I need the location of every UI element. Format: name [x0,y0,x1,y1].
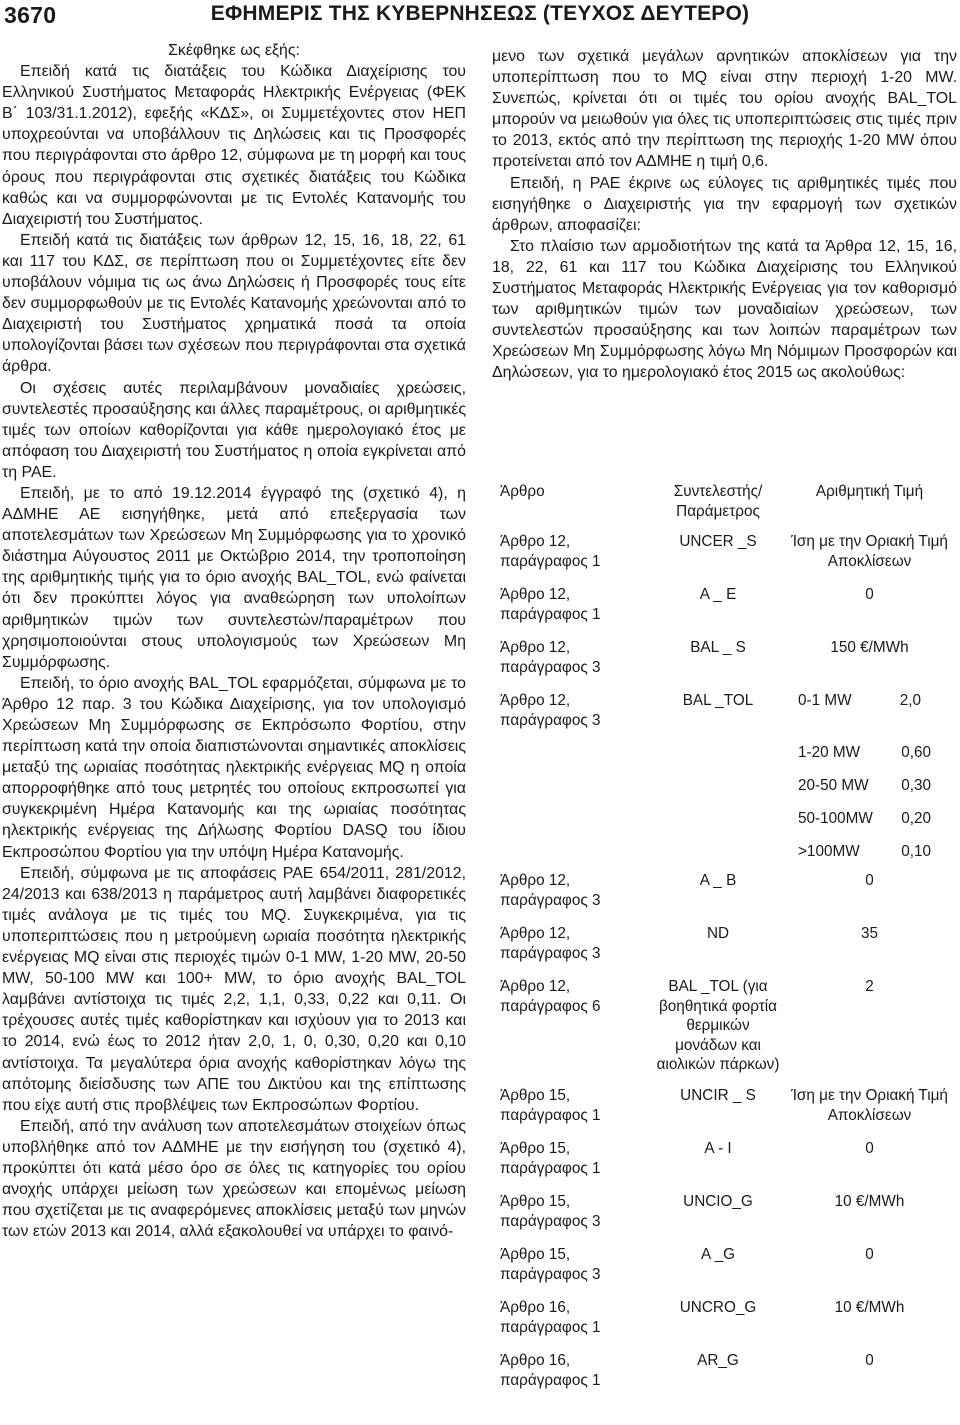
band-range: 1-20 MW [798,744,861,761]
param-cell: A - I [704,1140,732,1157]
param-cell: BAL _ S [690,639,746,656]
band-value: 2,0 [899,692,921,709]
baltol-band-row [782,809,957,842]
band-range: >100MW [798,843,860,860]
article-cell: Άρθρο 15, παράγραφος 3 [500,1193,601,1230]
article-cell: Άρθρο 16, παράγραφος 1 [500,1352,601,1389]
param-cell: BAL _TOL (για βοηθητικά φορτία θερμικών μονάδων και αιολικών πάρκων) [656,978,780,1073]
right-column [492,46,957,384]
table-row [492,532,957,585]
article-cell: Άρθρο 16, παράγραφος 1 [500,1299,601,1336]
param-cell: AR_G [697,1352,739,1369]
table-row [492,585,957,638]
param-cell: A _G [700,1246,735,1263]
value-cell: 0 [865,872,874,889]
value-cell: Ίση με την Οριακή Τιμή Αποκλίσεων [791,1087,948,1124]
table-row [492,638,957,691]
tariff-table [492,482,957,1395]
article-cell: Άρθρο 12, παράγραφος 3 [500,692,601,729]
paragraph: μενο των σχετικά μεγάλων αρνητικών αποκλίσεων για την υποπερίπτωση που το MQ είναι στην περιοχή 1-20 MW. Συνεπώς, κρίνεται ότι οι τιμές του ορίου ανοχής BAL_TOL μπορούν να μειωθούν για όλες τις υποπεριπτώσεις στις τιμές πριν το 2013, εκτός από την περίπτωση της περιοχής 1-20 MW όπου προτείνεται από τον ΑΔΜΗΕ η τιμή 0,6. [492,48,957,171]
value-cell: 35 [860,925,878,942]
table-row [492,1245,957,1298]
header-param: Συντελεστής/ Παράμετρος [673,483,763,520]
param-cell: ND [706,925,730,942]
table-row [492,924,957,977]
paragraph: Επειδή, η ΡΑΕ έκρινε ως εύλογες τις αριθμητικές τιμές που εισηγήθηκε ο Διαχειριστής για την εφαρμογή των σχετικών άρθρων, αποφασίζει: [492,174,957,234]
band-range: 0-1 MW [798,692,852,709]
band-value: 0,60 [901,744,931,761]
band-value: 0,30 [901,777,931,794]
table-row [492,1192,957,1245]
param-cell: A _ E [699,586,737,603]
header-article: Άρθρο [500,483,545,500]
article-cell: Άρθρο 12, παράγραφος 1 [500,533,601,570]
param-cell: UNCRO_G [679,1299,757,1316]
table-row [492,977,957,1086]
table-row [492,1298,957,1351]
article-cell: Άρθρο 12, παράγραφος 3 [500,872,601,909]
param-cell: UNCIO_G [683,1193,753,1210]
baltol-bands [782,691,957,871]
paragraph: Επειδή, το όριο ανοχής BAL_TOL εφαρμόζεται, σύμφωνα με το Άρθρο 12 παρ. 3 του Κώδικα Διαχείρισης, για τον υπολογισμό Χρεώσεων Μη Συμμόρφωσης σε Εκπρόσωπο Φορτίου, στην περίπτωση κατά την οποία διαπιστώνονται σημαντικές αποκλίσεις μεταξύ της ωριαίας ποσότητας ηλεκτρικής ενέργειας MQ η οποία απορροφήθηκε από τους μετρητές του οποίους εκπροσωπεί για συγκεκριμένη Ημέρα Κατανομής και της ωριαίας ποσότητας ηλεκτρικής ενέργειας της Δήλωσης Φορτίου DASQ του ίδιου Εκπροσώπου Φορτίου για την υπόψη Ημέρα Κατανομής. [2,674,466,861]
section-heading: Σκέφθηκε ως εξής: [168,42,300,59]
band-range: 20-50 MW [798,777,869,794]
baltol-band-row [782,842,957,871]
paragraph: Επειδή κατά τις διατάξεις του Κώδικα Διαχείρισης του Ελληνικού Συστήματος Μεταφοράς Ηλεκτρικής Ενέργειας (ΦΕΚ Β΄ 103/31.1.2012), εφεξής «ΚΔΣ», οι Συμμετέχοντες στον ΗΕΠ υποχρεούνται να υποβάλλουν τις Δηλώσεις και τις Προσφορές που περιγράφονται στο άρθρο 12, σύμφωνα με τη μορφή και τους όρους που περιγράφονται στις σχετικές διατάξεις του Κώδικα καθώς και να συμμορφώνονται με τις Εντολές Κατανομής του Διαχειριστή του Συστήματος. [2,63,466,228]
param-cell: BAL _TOL [682,692,754,709]
baltol-band-row [782,691,957,743]
article-cell: Άρθρο 15, παράγραφος 3 [500,1246,601,1283]
value-cell: 2 [865,978,874,995]
value-cell: 10 €/MWh [834,1193,905,1210]
article-cell: Άρθρο 12, παράγραφος 6 [500,978,601,1015]
article-cell: Άρθρο 12, παράγραφος 1 [500,586,601,623]
param-cell: A _ B [699,872,737,889]
article-cell: Άρθρο 12, παράγραφος 3 [500,639,601,676]
value-cell: 10 €/MWh [834,1299,905,1316]
table-row [492,871,957,924]
band-value: 0,20 [901,810,931,827]
value-cell: Ίση με την Οριακή Τιμή Αποκλίσεων [791,533,948,570]
paragraph: Επειδή, από την ανάλυση των αποτελεσμάτων στοιχείων όπως υποβλήθηκε από τον ΑΔΜΗΕ με την εισήγηση του (σχετικό 4), προκύπτει ότι κατά μέσο όρο σε όλες τις κατηγορίες του ορίου ανοχής υπάρχει μείωση των χρεώσεων και επομένως μείωση που σχετίζεται με τις αναφερόμενες αποκλίσεις μεταξύ των μηνών των ετών 2013 και 2014, αλλά εξακολουθεί να υπάρχει το φαινό- [2,1117,466,1241]
value-cell: 0 [865,1352,874,1369]
paragraph: Οι σχέσεις αυτές περιλαμβάνουν μοναδιαίες χρεώσεις, συντελεστές προσαύξησης και άλλες παραμέτρους, οι αριθμητικές τιμές των οποίων καθορίζονται για κάθε ημερολογιακό έτος με απόφαση του Διαχειριστή του Συστήματος η οποία εγκρίνεται από τη ΡΑΕ. [2,379,466,481]
band-value: 0,10 [901,843,931,860]
header-value: Αριθμητική Τιμή [815,483,924,500]
page-header [0,0,960,34]
table-row [492,1086,957,1139]
param-cell: UNCIR _ S [680,1087,756,1104]
paragraph: Επειδή κατά τις διατάξεις των άρθρων 12, 15, 16, 18, 22, 61 και 117 του ΚΔΣ, σε περίπτωση που οι Συμμετέχοντες είτε δεν υποβάλουν νόμιμα τις ως άνω Δηλώσεις ή Προσφορές τους είτε δεν συμμορφωθούν με τις Εντολές Κατανομής χρεώνονται από το Διαχειριστή του Συστήματος χρηματικά ποσά τα οποία υπολογίζονται βάσει των σχέσεων που περιγράφονται στα σχετικά άρθρα. [2,231,466,376]
table-header-row [492,482,957,532]
paragraph: Επειδή, σύμφωνα με τις αποφάσεις ΡΑΕ 654/2011, 281/2012, 24/2013 και 638/2013 η παράμετρος αυτή λαμβάνει διαφορετικές τιμές ανάλογα με τις τιμές του MQ. Συγκεκριμένα, για τις υποπεριπτώσεις που η μετρούμενη ωριαία ποσότητα ηλεκτρικής ενέργειας MQ είναι στις περιοχές τιμών 0-1 MW, 1-20 MW, 20-50 MW, 50-100 MW και 100+ MW, το όριο ανοχής BAL_TOL λαμβάνει αντίστοιχα τις τιμές 2,2, 1,1, 0,33, 0,22 και 0,11. Οι τρέχουσες αυτές τιμές καθορίστηκαν και ισχύουν για το 2013 και το 2014, ενώ έως το 2012 ήταν 2,0, 1, 0, 0,30, 0,20 και 0,10 αντίστοιχα. Τα μεγαλύτερα όρια ανοχής καθορίστηκαν λόγω της απότομης διείσδυσης των ΑΠΕ του Δικτύου και της επίπτωσης που είχε αυτή στις προβλέψεις των Εκπροσώπων Φορτίου. [2,864,466,1114]
left-column [2,40,466,1242]
paragraph: Επειδή, με το από 19.12.2014 έγγραφό της (σχετικό 4), η ΑΔΜΗΕ ΑΕ εισηγήθηκε, μετά από επεξεργασία των αποτελεσμάτων των Χρεώσεων Μη Συμμόρφωσης για το χρονικό διάστημα Αύγουστος 2011 με Οκτώβριο 2014, την τροποποίηση της αριθμητικής τιμής για το όριο ανοχής BAL_TOL, ενώ φαίνεται ότι δεν προκύπτει λόγος για αναθεώρηση των υπολοίπων αριθμητικών τιμών των συντελεστών/παραμέτρων που χρησιμοποιούνται στους υπολογισμούς των Χρεώσεων Μη Συμμόρφωσης. [2,484,466,671]
value-cell: 0 [865,586,874,603]
paragraph: Στο πλαίσιο των αρμοδιοτήτων της κατά τα Άρθρα 12, 15, 16, 18, 22, 61 και 117 του Κώδικα Διαχείρισης του Ελληνικού Συστήματος Μεταφοράς Ηλεκτρικής Ενέργειας για τον καθορισμό των αριθμητικών τιμών των μοναδιαίων χρεώσεων, των συντελεστών προσαύξησης και των λοιπών παραμέτρων των Χρεώσεων Μη Συμμόρφωσης λόγω Μη Νόμιμων Προσφορών και Δηλώσεων, για το ημερολογιακό έτος 2015 ως ακολούθως: [492,237,957,382]
page-number: 3670 [4,2,57,28]
article-cell: Άρθρο 12, παράγραφος 3 [500,925,601,962]
baltol-band-row [782,776,957,809]
band-range: 50-100MW [798,810,873,827]
param-cell: UNCER _S [679,533,757,550]
gazette-title: ΕΦΗΜΕΡΙΣ ΤΗΣ ΚΥΒΕΡΝΗΣΕΩΣ (ΤΕΥΧΟΣ ΔΕΥΤΕΡΟ) [210,2,750,25]
table-row [492,1139,957,1192]
value-cell: 150 €/MWh [830,639,909,656]
table-row [492,1351,957,1395]
article-cell: Άρθρο 15, παράγραφος 1 [500,1087,601,1124]
value-cell: 0 [865,1140,874,1157]
table-row [492,691,957,871]
baltol-band-row [782,743,957,776]
article-cell: Άρθρο 15, παράγραφος 1 [500,1140,601,1177]
value-cell: 0 [865,1246,874,1263]
